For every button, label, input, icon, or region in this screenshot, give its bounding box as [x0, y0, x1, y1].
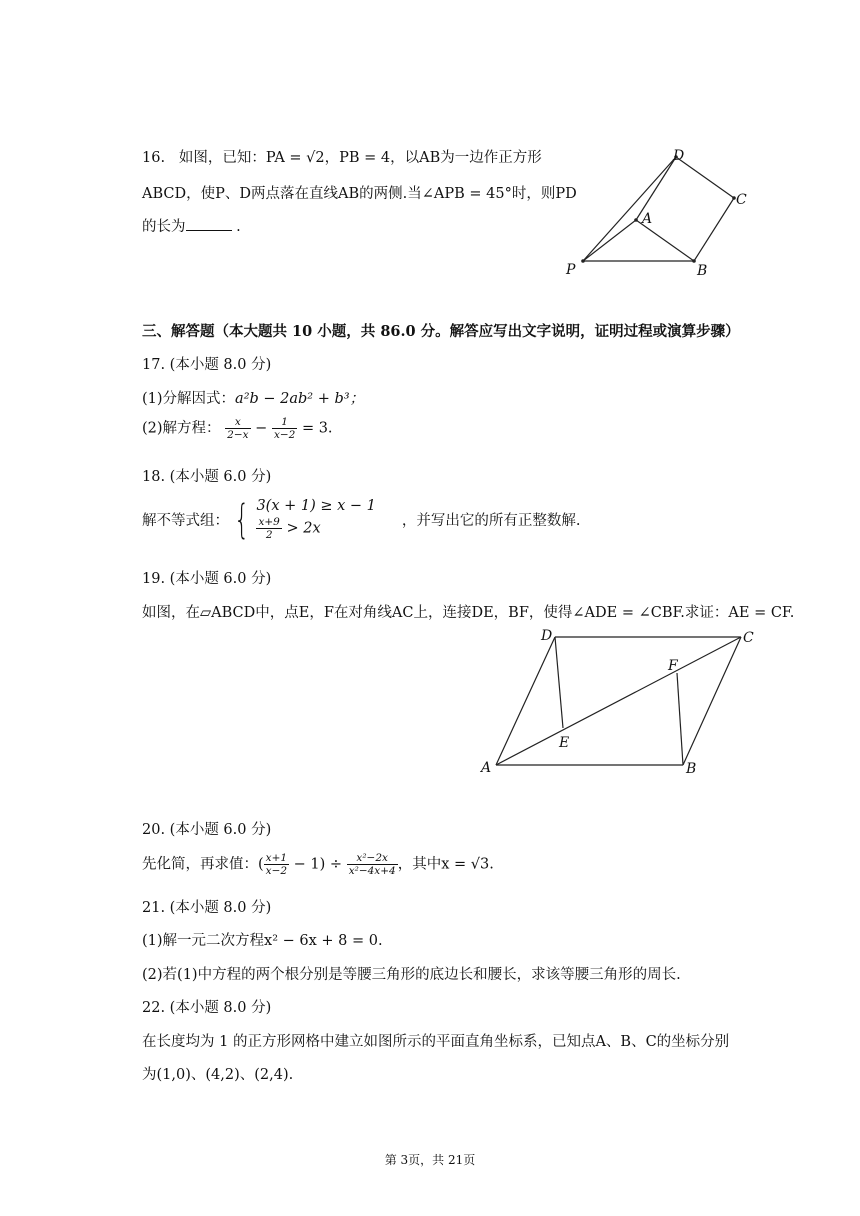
q21-part2: (2)若(1)中方程的两个根分别是等腰三角形的底边长和腰长，求该等腰三角形的周长.	[142, 967, 681, 983]
label-c: C	[736, 192, 747, 208]
q18-label: 解不等式组：	[142, 513, 229, 530]
frac-numerator: x²−2x	[347, 852, 398, 865]
q16-line3	[142, 215, 241, 236]
q16-line2: ABCD，使P、D两点落在直线AB的两侧.当∠APB = 45°时，则PD	[142, 186, 577, 202]
q16-period: .	[236, 219, 241, 235]
answer-blank	[186, 216, 232, 231]
inequality-2-rhs: > 2x	[286, 520, 321, 537]
q22-line1: 在长度均为 1 的正方形网格中建立如图所示的平面直角坐标系，已知点A、B、C的坐标分别	[142, 1034, 730, 1050]
q17-frac2	[272, 416, 297, 441]
label-d: D	[673, 148, 685, 164]
q20-condition: ，其中x = √3.	[397, 856, 494, 873]
q20-frac2	[347, 852, 398, 877]
label-d: D	[541, 628, 553, 644]
q20-header: 20. (本小题 6.0 分)	[142, 822, 272, 838]
q17-part1-expr: a²b − 2ab² + b³；	[235, 391, 365, 407]
q17-part1	[142, 387, 364, 408]
inequality-1: 3(x + 1) ≥ x − 1	[256, 498, 376, 514]
q17-part2	[142, 416, 333, 441]
frac-numerator: x+1	[265, 852, 288, 864]
label-p: P	[566, 262, 576, 278]
q21-part1: (1)解一元二次方程x² − 6x + 8 = 0.	[142, 933, 383, 949]
q18-header: 18. (本小题 6.0 分)	[142, 469, 272, 485]
q20-frac1	[264, 852, 289, 877]
label-a: A	[642, 211, 653, 227]
inequality-system	[229, 498, 376, 541]
q17-part1-label: (1)分解因式：	[142, 391, 236, 407]
q20-label: 先化简，再求值：(	[142, 856, 264, 873]
frac-denominator: 2−x	[227, 429, 249, 442]
frac-numerator: x	[225, 416, 250, 429]
q17-frac1	[225, 416, 250, 441]
frac-numerator: 1	[272, 416, 297, 429]
q16-figure	[560, 142, 760, 282]
q16-line1	[142, 146, 542, 167]
label-b: B	[686, 761, 697, 777]
q17-part2-rhs: = 3.	[301, 420, 333, 437]
q16-text-3: 的长为	[142, 219, 186, 235]
q18-instruction: ，并写出它的所有正整数解.	[401, 513, 581, 530]
frac-denominator: x−2	[273, 429, 296, 442]
frac-denominator: 2	[265, 529, 273, 542]
q16-text-1: 如图，已知：PA = √2，PB = 4，以AB为一边作正方形	[178, 150, 542, 166]
q18-body	[142, 498, 581, 541]
label-e: E	[559, 735, 570, 751]
label-a: A	[481, 760, 492, 776]
q19-figure	[475, 622, 765, 782]
q19-header: 19. (本小题 6.0 分)	[142, 571, 272, 587]
section-3-header: 三、解答题（本大题共 10 小题，共 86.0 分。解答应写出文字说明，证明过程或演算步骤）	[142, 323, 740, 340]
q17-part2-label: (2)解方程：	[142, 420, 221, 437]
inequality-2	[256, 516, 375, 541]
frac-numerator: x+9	[258, 516, 280, 528]
page-footer: 第 3页，共 21页	[384, 1153, 476, 1167]
frac-denominator: x−2	[265, 865, 288, 878]
frac-denominator: x²−4x+4	[348, 865, 396, 878]
q22-line2: 为(1,0)、(4,2)、(2,4).	[142, 1067, 294, 1083]
label-b: B	[697, 263, 708, 279]
label-f: F	[668, 658, 678, 674]
label-c: C	[743, 630, 754, 646]
q22-header: 22. (本小题 8.0 分)	[142, 1000, 272, 1016]
q17-header: 17. (本小题 8.0 分)	[142, 357, 272, 373]
q19-text: 如图，在▱ABCD中，点E，F在对角线AC上，连接DE，BF，使得∠ADE = ∠CBF.求证：AE = CF.	[142, 605, 795, 621]
q20-operator: − 1) ÷	[293, 856, 343, 873]
minus-sign: −	[255, 420, 268, 437]
q21-header: 21. (本小题 8.0 分)	[142, 900, 272, 916]
q20-body	[142, 852, 494, 877]
q16-number: 16.	[142, 150, 166, 166]
q18-frac	[256, 516, 281, 541]
brace-icon: {	[234, 496, 250, 543]
